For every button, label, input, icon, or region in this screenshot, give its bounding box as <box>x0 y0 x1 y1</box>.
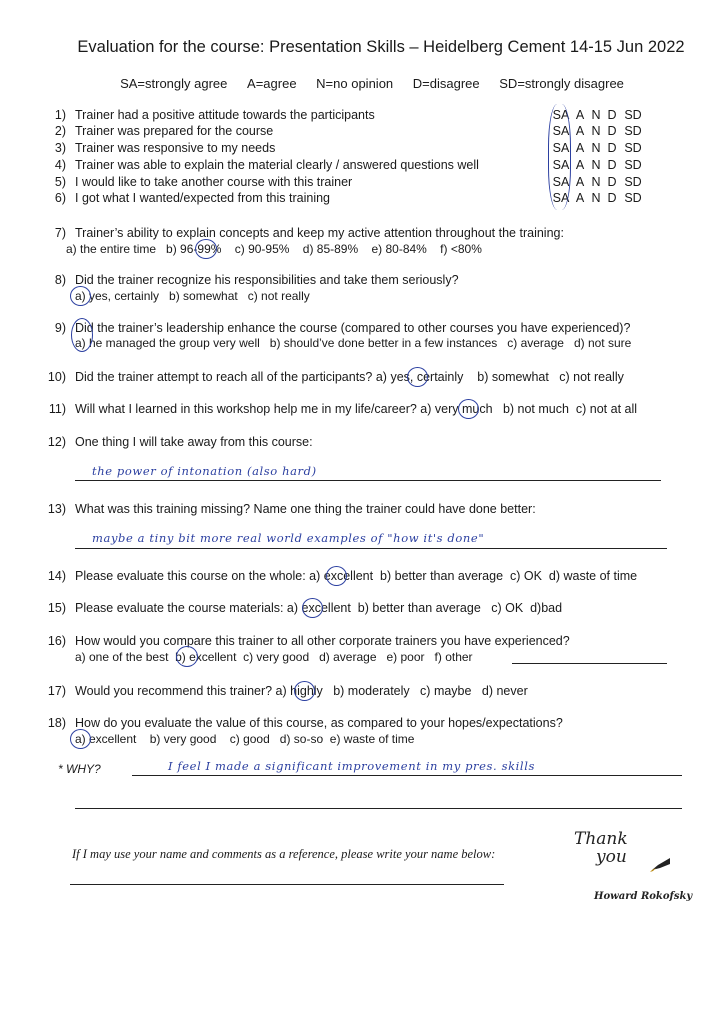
item-text: Trainer was responsive to my needs <box>75 141 276 155</box>
item-number: 3) <box>54 141 66 155</box>
question-number: 8) <box>54 273 66 287</box>
reference-instruction: If I may use your name and comments as a reference, please write your name below: <box>72 847 496 861</box>
legend-sa: SA=strongly agree <box>120 76 228 91</box>
question-number: 14) <box>47 569 66 583</box>
question-text: Trainer’s ability to explain concepts and keep my active attention throughout the training: <box>75 226 564 240</box>
question-text: What was this training missing? Name one thing the trainer could have done better: <box>75 502 536 516</box>
option-a[interactable]: A <box>575 158 585 172</box>
option-sa[interactable]: SA <box>552 158 570 172</box>
why-label: * WHY? <box>58 762 101 776</box>
question-number: 18) <box>47 716 66 730</box>
question-text[interactable]: Did the trainer attempt to reach all of the participants? a) yes, certainly b) somewhat c) not really <box>75 370 624 384</box>
fountain-pen-icon <box>650 856 672 875</box>
signature: Howard Rokofsky <box>594 891 693 902</box>
item-number: 4) <box>54 158 66 172</box>
selection-circle <box>195 239 217 259</box>
question-text: Did the trainer recognize his responsibilities and take them seriously? <box>75 273 459 287</box>
item-text: I got what I wanted/expected from this training <box>75 191 330 205</box>
selection-circle <box>70 286 91 306</box>
question-text[interactable]: Will what I learned in this workshop help me in my life/career? a) very much b) not much c) not at all <box>75 402 638 416</box>
question-text: How would you compare this trainer to all other corporate trainers you have experienced? <box>75 634 570 648</box>
question-number: 17) <box>47 684 66 698</box>
item-text: Trainer had a positive attitude towards the participants <box>75 108 375 122</box>
selection-circle <box>302 598 323 618</box>
option-d[interactable]: D <box>607 191 617 205</box>
other-line <box>512 663 667 664</box>
selection-circle <box>70 729 91 749</box>
question-text: One thing I will take away from this course: <box>75 435 313 449</box>
item-number: 6) <box>54 191 66 205</box>
item-text: Trainer was able to explain the material clearly / answered questions well <box>75 158 479 172</box>
question-number: 11) <box>48 402 66 416</box>
answer-options[interactable]: a) one of the best b) excellent c) very good d) average e) poor f) other <box>75 650 473 664</box>
answer-line <box>75 480 661 481</box>
question-text: Did the trainer’s leadership enhance the course (compared to other courses you have experienced)? <box>75 321 631 335</box>
thank-line: Thank <box>574 829 628 849</box>
question-number: 9) <box>54 321 66 335</box>
option-n[interactable]: N <box>591 124 601 138</box>
question-number: 12) <box>47 435 66 449</box>
handwritten-why[interactable]: I feel I made a significant improvement in my pres. skills <box>168 759 535 773</box>
question-text[interactable]: Please evaluate the course materials: a) excellent b) better than average c) OK d)bad <box>75 601 563 615</box>
legend-sd: SD=strongly disagree <box>499 76 624 91</box>
option-d[interactable]: D <box>607 124 617 138</box>
item-text: I would like to take another course with this trainer <box>75 175 353 189</box>
option-a[interactable]: A <box>575 108 585 122</box>
thank-you-text <box>574 830 628 866</box>
option-n[interactable]: N <box>591 108 601 122</box>
item-text: Trainer was prepared for the course <box>75 124 274 138</box>
question-number: 7) <box>54 226 66 240</box>
handwritten-answer[interactable]: maybe a tiny bit more real world examples of "how it's done" <box>92 531 485 545</box>
option-sd[interactable]: SD <box>624 191 642 205</box>
option-d[interactable]: D <box>607 175 617 189</box>
handwritten-answer[interactable]: the power of intonation (also hard) <box>92 464 317 478</box>
selection-circle <box>294 681 315 701</box>
question-text[interactable]: Would you recommend this trainer? a) highly b) moderately c) maybe d) never <box>75 684 528 698</box>
question-text[interactable]: Please evaluate this course on the whole: a) excellent b) better than average c) OK d) waste of time <box>75 569 638 583</box>
question-number: 13) <box>47 502 66 516</box>
question-number: 10) <box>47 370 66 384</box>
option-n[interactable]: N <box>591 141 601 155</box>
option-d[interactable]: D <box>607 108 617 122</box>
option-sa[interactable]: SA <box>552 124 570 138</box>
you-line: you <box>596 847 627 867</box>
option-n[interactable]: N <box>591 158 601 172</box>
item-number: 5) <box>54 175 66 189</box>
question-number: 15) <box>47 601 66 615</box>
selection-circle <box>326 566 347 586</box>
option-a[interactable]: A <box>575 191 585 205</box>
question-number: 16) <box>47 634 66 648</box>
answer-options[interactable]: a) the entire time b) 96-99% c) 90-95% d) 85-89% e) 80-84% f) <80% <box>66 242 482 256</box>
selection-circle <box>71 318 93 352</box>
option-sa[interactable]: SA <box>552 191 570 205</box>
option-sd[interactable]: SD <box>624 141 642 155</box>
selection-circle <box>458 399 479 419</box>
option-a[interactable]: A <box>575 175 585 189</box>
option-sa[interactable]: SA <box>552 108 570 122</box>
option-sd[interactable]: SD <box>624 175 642 189</box>
answer-options[interactable]: a) yes, certainly b) somewhat c) not really <box>75 289 310 303</box>
answer-options[interactable]: a) he managed the group very well b) should’ve done better in a few instances c) average d) not sure <box>75 336 632 350</box>
page-title: Evaluation for the course: Presentation Skills – Heidelberg Cement 14-15 Jun 2022 <box>77 38 685 56</box>
item-number: 2) <box>54 124 66 138</box>
selection-circle <box>176 646 198 667</box>
answer-line <box>75 548 667 549</box>
selection-circle <box>407 367 428 387</box>
option-d[interactable]: D <box>607 158 617 172</box>
why-line-2 <box>75 808 682 809</box>
option-a[interactable]: A <box>575 124 585 138</box>
option-sa[interactable]: SA <box>552 141 570 155</box>
option-n[interactable]: N <box>591 191 601 205</box>
option-sa[interactable]: SA <box>552 175 570 189</box>
legend-d: D=disagree <box>412 76 480 91</box>
legend-n: N=no opinion <box>316 76 394 91</box>
rating-legend <box>0 76 724 91</box>
option-sd[interactable]: SD <box>624 124 642 138</box>
why-line <box>132 775 682 776</box>
answer-options[interactable]: a) excellent b) very good c) good d) so-so e) waste of time <box>75 732 415 746</box>
option-sd[interactable]: SD <box>624 108 642 122</box>
item-number: 1) <box>54 108 66 122</box>
name-line[interactable] <box>70 884 504 885</box>
option-sd[interactable]: SD <box>624 158 642 172</box>
option-a[interactable]: A <box>575 141 585 155</box>
option-n[interactable]: N <box>591 175 601 189</box>
sa-selection-mark <box>548 104 571 210</box>
question-text: How do you evaluate the value of this course, as compared to your hopes/expectations? <box>75 716 563 730</box>
option-d[interactable]: D <box>607 141 617 155</box>
legend-a: A=agree <box>247 76 297 91</box>
